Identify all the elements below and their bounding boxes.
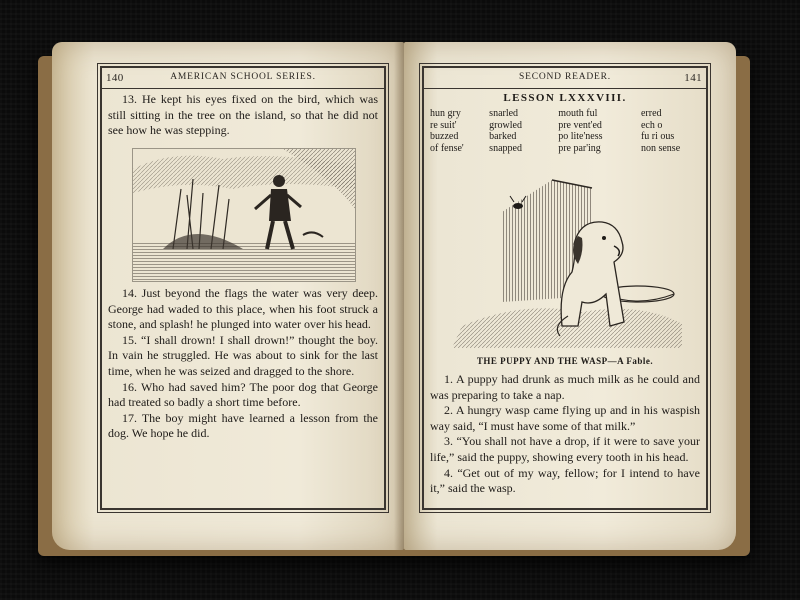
right-text — [430, 372, 700, 497]
paragraph: 17. The boy might have learned a lesson from the dog. We hope he did. — [108, 410, 378, 441]
right-running-title: SECOND READER. — [519, 72, 611, 82]
open-book — [38, 38, 750, 558]
vocab-word: snapped — [489, 142, 522, 154]
vocab-column — [641, 108, 700, 164]
vocab-word: barked — [489, 131, 517, 142]
left-running-head — [102, 72, 384, 89]
vocab-word: of fense' — [430, 142, 464, 154]
vocab-word: pre vent'ed — [558, 119, 602, 131]
left-page-number: 140 — [106, 72, 124, 84]
right-page — [404, 42, 736, 550]
vocab-word: fu ri ous — [640, 131, 675, 142]
vocab-word: pre par'ing — [558, 142, 601, 154]
puppy-and-wasp-illustration — [442, 176, 688, 348]
vocab-word: re suit' — [430, 119, 457, 131]
paragraph: 2. A hungry wasp came flying up and in his waspish way said, “I must have some of that milk.” — [430, 403, 700, 433]
vocab-word: non sense — [640, 142, 681, 154]
vocab-word: hun gry — [430, 108, 461, 119]
vocabulary-list — [430, 108, 700, 164]
lesson-title: LESSON LXXXVIII. — [503, 92, 627, 104]
paragraph: 4. “Get out of my way, fellow; for I intend to have it,” said the wasp. — [430, 465, 700, 496]
right-page-number: 141 — [684, 72, 702, 84]
paragraph: 16. Who had saved him? The poor dog that George had treated so badly a short time before. — [108, 379, 378, 410]
paragraph: 1. A puppy had drunk as much milk as he could and was preparing to take a nap. — [430, 372, 700, 402]
left-page — [52, 42, 404, 550]
vocab-word: mouth ful — [558, 108, 598, 119]
vocab-word: growled — [489, 119, 522, 131]
boy-wading-illustration — [132, 148, 356, 282]
boy-in-pond-engraving — [133, 149, 355, 281]
paragraph: 13. He kept his eyes fixed on the bird, which was still sitting in the tree on the island, so that he did not see how he was stepping. — [108, 92, 378, 138]
fable-title: THE PUPPY AND THE WASP—A Fable. — [476, 356, 654, 366]
left-text-bottom — [108, 286, 378, 442]
left-text-top — [108, 92, 378, 139]
left-page-frame — [100, 66, 386, 510]
vocab-column — [489, 108, 550, 164]
vocab-column — [430, 108, 481, 164]
vocab-word: buzzed — [430, 131, 459, 142]
right-running-head — [424, 72, 706, 89]
vocab-word: ech o — [640, 119, 663, 131]
paragraph: 15. “I shall drown! I shall drown!” thought the boy. In vain he struggled. He was about to sink for the last time, when he was seized and dragged to the shore. — [108, 332, 378, 378]
paragraph: 14. Just beyond the flags the water was very deep. George had waded to this place, when his foot struck a stone, and splash! he plunged into water over his head. — [108, 286, 378, 332]
right-page-frame — [422, 66, 708, 510]
left-running-title: AMERICAN SCHOOL SERIES. — [170, 72, 316, 82]
vocab-word: snarled — [489, 108, 519, 119]
puppy-engraving — [442, 176, 688, 348]
vocab-word: erred — [640, 108, 662, 119]
vocab-word: po lite'ness — [558, 131, 603, 142]
vocab-column — [558, 108, 633, 164]
paragraph: 3. “You shall not have a drop, if it were to save your life,” said the puppy, showing every tooth in his head. — [430, 434, 700, 464]
